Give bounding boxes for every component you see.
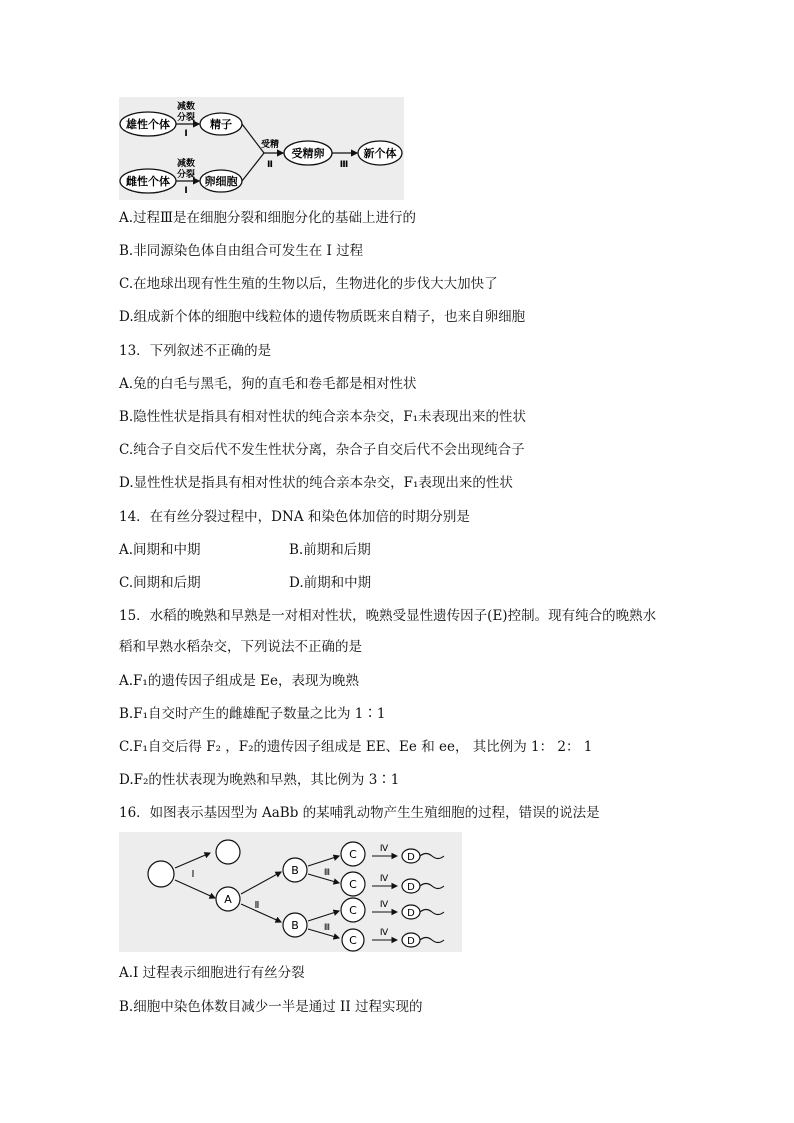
zygote-label: 受精卵 bbox=[291, 147, 325, 160]
sperm-d-3 bbox=[402, 905, 444, 919]
step-2-label: Ⅱ bbox=[254, 900, 260, 911]
fertilization-label: 受精 bbox=[260, 140, 280, 150]
egg-label: 卵细胞 bbox=[204, 175, 238, 188]
q16-option-a: A.I 过程表示细胞进行有丝分裂 bbox=[119, 965, 305, 981]
original-cell bbox=[148, 861, 174, 887]
q14-option-a: A.间期和中期 bbox=[119, 542, 201, 558]
q13-option-b: B.隐性性状是指具有相对性状的纯合亲本杂交，F₁未表现出来的性状 bbox=[119, 409, 526, 425]
q16-stem: 16．如图表示基因型为 AaBb 的某哺乳动物产生生殖细胞的过程，错误的说法是 bbox=[119, 805, 600, 821]
gametogenesis-diagram-svg bbox=[119, 832, 462, 952]
sperm-d-4 bbox=[402, 933, 444, 947]
q13-option-a: A.兔的白毛与黑毛，狗的直毛和卷毛都是相对性状 bbox=[119, 376, 417, 392]
step-3-label-top: Ⅲ bbox=[323, 868, 331, 878]
cell-c-3-label: C bbox=[349, 904, 357, 917]
step-4-label-3: Ⅳ bbox=[379, 900, 389, 910]
cell-a-label: A bbox=[224, 893, 232, 906]
q13-option-c: C.纯合子自交后代不发生性状分离，杂合子自交后代不会出现纯合子 bbox=[119, 442, 525, 458]
q15-option-a: A.F₁的遗传因子组成是 Ee，表现为晚熟 bbox=[119, 673, 359, 689]
q16-option-b: B.细胞中染色体数目减少一半是通过 II 过程实现的 bbox=[119, 999, 423, 1015]
q15-stem-line2: 稻和早熟水稻杂交，下列说法不正确的是 bbox=[119, 639, 362, 655]
q15-option-d: D.F₂的性状表现为晚熟和早熟，其比例为 3∶1 bbox=[119, 772, 400, 788]
reproduction-diagram bbox=[119, 97, 404, 200]
q12-option-c: C.在地球出现有性生殖的生物以后，生物进化的步伐大大加快了 bbox=[119, 276, 498, 292]
meiosis-top-2: 分裂 bbox=[176, 113, 196, 123]
sperm-d-1 bbox=[402, 849, 444, 863]
cell-b-top-label: B bbox=[291, 864, 299, 877]
cell-c-4-label: C bbox=[349, 934, 357, 947]
cell-c-2-label: C bbox=[349, 878, 357, 891]
q13-option-d: D.显性性状是指具有相对性状的纯合亲本杂交，F₁表现出来的性状 bbox=[119, 475, 513, 491]
sperm-d-2-label: D bbox=[407, 882, 415, 893]
q12-option-b: B.非同源染色体自由组合可发生在 I 过程 bbox=[119, 243, 364, 259]
reproduction-diagram-svg bbox=[119, 97, 404, 200]
sperm-d-1-label: D bbox=[407, 852, 415, 863]
female-label: 雌性个体 bbox=[126, 175, 170, 188]
meiosis-bot-1: 减数 bbox=[176, 159, 196, 169]
q15-option-b: B.F₁自交时产生的雌雄配子数量之比为 1∶1 bbox=[119, 706, 386, 722]
meiosis-top-1: 减数 bbox=[176, 102, 196, 112]
q12-option-d: D.组成新个体的细胞中线粒体的遗传物质既来自精子，也来自卵细胞 bbox=[119, 309, 526, 325]
gametogenesis-diagram bbox=[119, 832, 462, 952]
cell-b-bottom-label: B bbox=[291, 919, 299, 932]
q14-option-b: B.前期和后期 bbox=[289, 542, 371, 558]
meiosis-bot-3: I bbox=[184, 186, 188, 196]
step-1-label: I bbox=[191, 869, 195, 880]
sperm-label: 精子 bbox=[210, 118, 232, 131]
male-label: 雄性个体 bbox=[126, 118, 170, 131]
step-3-label-bottom: Ⅲ bbox=[323, 923, 331, 933]
q15-option-c: C.F₁自交后得 F₂ ，F₂的遗传因子组成是 EE、Ee 和 ee， 其比例为 1： 2： 1 bbox=[119, 739, 593, 755]
q12-option-a: A.过程Ⅲ是在细胞分裂和细胞分化的基础上进行的 bbox=[119, 210, 417, 226]
sperm-d-2 bbox=[402, 879, 444, 893]
step-4-label-1: Ⅳ bbox=[379, 844, 389, 854]
daughter-cell-top bbox=[216, 840, 240, 864]
q14-option-c: C.间期和后期 bbox=[119, 575, 201, 591]
q13-stem: 13．下列叙述不正确的是 bbox=[119, 343, 272, 359]
offspring-label: 新个体 bbox=[363, 147, 397, 160]
meiosis-bot-2: 分裂 bbox=[176, 170, 196, 180]
meiosis-top-3: I bbox=[184, 129, 188, 139]
cell-c-1-label: C bbox=[349, 848, 357, 861]
sperm-d-3-label: D bbox=[407, 908, 415, 919]
fertilization-step: Ⅱ bbox=[267, 160, 273, 170]
q15-stem-line1: 15．水稻的晚熟和早熟是一对相对性状，晚熟受显性遗传因子(E)控制。现有纯合的晚熟水 bbox=[119, 608, 657, 624]
step-4-label-4: Ⅳ bbox=[379, 928, 389, 938]
sperm-d-4-label: D bbox=[407, 936, 415, 947]
step-4-label-2: Ⅳ bbox=[379, 874, 389, 884]
development-step: Ⅲ bbox=[339, 160, 349, 170]
q14-stem: 14．在有丝分裂过程中，DNA 和染色体加倍的时期分别是 bbox=[119, 509, 470, 525]
q14-option-d: D.前期和中期 bbox=[289, 575, 372, 591]
